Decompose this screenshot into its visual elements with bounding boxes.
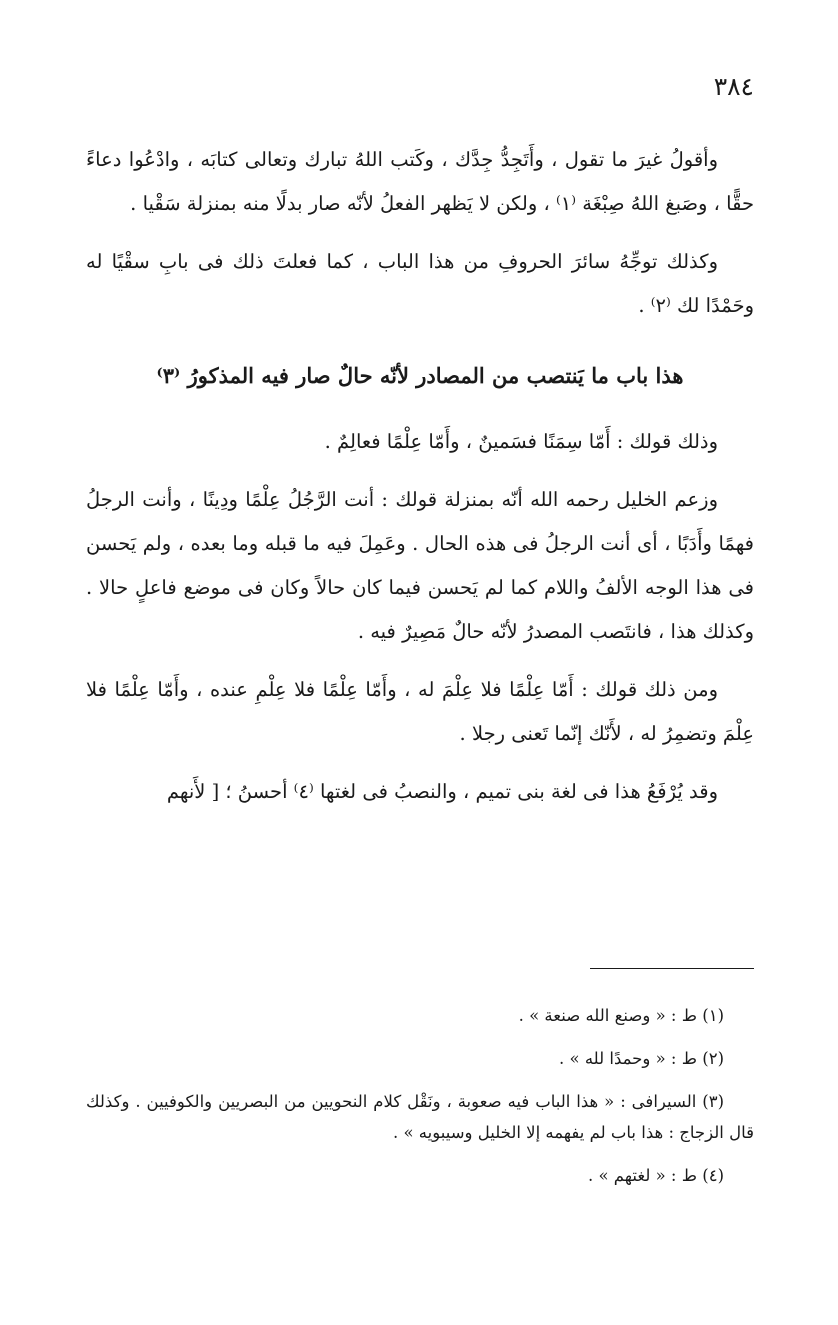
footnotes xyxy=(86,1000,754,1203)
footnote: (١) ط : « وصنع الله صنعة » . xyxy=(518,1006,724,1025)
paragraph: وزعم الخليل رحمه الله أنّه بمنزلة قولك : أنت الرَّجُلُ عِلْمًا ودِينًا ، وأنت الرجلُ فهمًا وأَدَبًا ، أى أنت الرجلُ فى هذه الحال . وعَمِلَ فيه ما قبله وما بعده ، ولم يَحسن فى هذا الوجه الألفُ واللام كما لم يَحسن فيما كان حالاً وكان فى موضع فاعلٍ حالا . وكذلك هذا ، فانتَصب المصدرُ لأنّه حالٌ مَصِيرٌ فيه . xyxy=(86,488,754,643)
paragraph: وذلك قولك : أَمّا سِمَنًا فسَمينٌ ، وأَمّا عِلْمًا فعالِمٌ . xyxy=(324,430,718,453)
main-text xyxy=(86,138,754,828)
paragraph: وقد يُرْفَعُ هذا فى لغة بنى تميم ، والنصبُ فى لغتها ⁽٤⁾ أحسنُ ؛ [ لأَنهم xyxy=(166,780,718,803)
footnote: (٤) ط : « لغتهم » . xyxy=(587,1166,724,1185)
page-number: ٣٨٤ xyxy=(713,72,754,101)
paragraph: ومن ذلك قولك : أَمّا عِلْمًا فلا عِلْمَ له ، وأَمّا عِلْمًا فلا عِلْمِ عنده ، وأَمّا عِلْمًا فلا عِلْمَ وتضمِرُ له ، لأَنّك إنّما تَعنى رجلا . xyxy=(86,678,754,745)
footnote: (٢) ط : « وحمدًا لله » . xyxy=(558,1049,724,1068)
footnote-separator xyxy=(590,968,754,969)
paragraph: وكذلك توجِّهُ سائرَ الحروفِ من هذا الباب ، كما فعلتَ ذلك فى بابِ سقْيًا له وحَمْدًا لك ⁽٢⁾ . xyxy=(86,250,754,317)
chapter-heading: هذا باب ما يَنتصب من المصادر لأنّه حالٌ صار فيه المذكورُ ⁽٣⁾ xyxy=(156,363,684,388)
footnote: (٣) السيرافى : « هذا الباب فيه صعوبة ، ونَقْل كلام النحويين من البصريين والكوفيين . وكذلك قال الزجاج : هذا باب لم يفهمه إلا الخليل وسيبويه » . xyxy=(86,1092,754,1142)
paragraph: وأقولُ غيرَ ما تقول ، وأَتَجِدُّ جِدَّك ، وكَتب اللهُ تبارك وتعالى كتابَه ، وادْعُوا دعاءً حقًّا ، وصَبغ اللهُ صِبْغَة ⁽١⁾ ، ولكن لا يَظهر الفعلُ لأنّه صار بدلًا منه بمنزلة سَقْيا . xyxy=(86,148,754,215)
